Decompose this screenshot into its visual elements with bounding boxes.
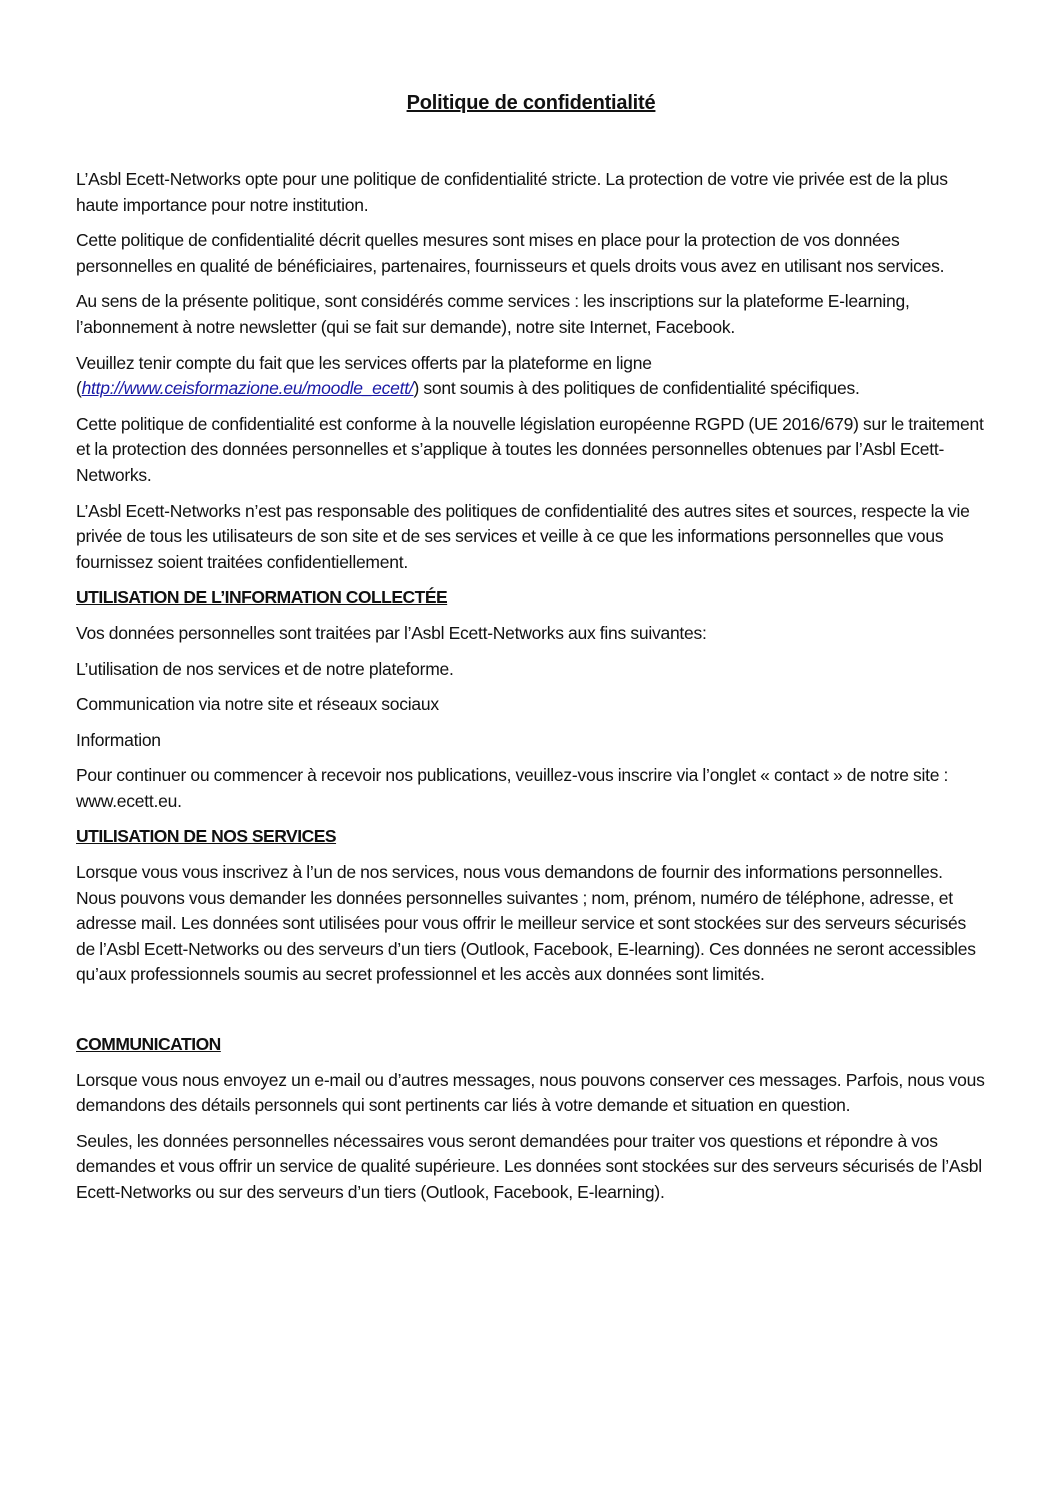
section-heading-communication: COMMUNICATION — [76, 1034, 221, 1055]
document-page — [76, 92, 986, 1216]
info-paragraph-2: L’utilisation de nos services et de notre plateforme. — [76, 658, 454, 679]
info-paragraph-3: Communication via notre site et réseaux sociaux — [76, 694, 439, 715]
platform-link[interactable]: http://www.ceisformazione.eu/moodle_ecett/ — [81, 378, 414, 399]
gdpr-paragraph: Cette politique de confidentialité est conforme à la nouvelle législation européenne RGPD (UE 2016/679) sur le traitement et la protection des données personnelles et s’applique à toutes les données personnelles obtenues par l’Asbl Ecett-Networks. — [76, 413, 984, 485]
section-heading-services: UTILISATION DE NOS SERVICES — [76, 826, 337, 847]
communication-paragraph-1: Lorsque vous nous envoyez un e-mail ou d’autres messages, nous pouvons conserver ces messages. Parfois, nous vous demandons des détails personnels qui sont pertinents car liés à votre demande et situation en question. — [76, 1069, 985, 1116]
info-paragraph-4: Information — [76, 729, 161, 750]
communication-paragraph-2: Seules, les données personnelles nécessaires vous seront demandées pour traiter vos questions et répondre à vos demandes et vous offrir un service de qualité supérieure. Les données sont stockées sur des serveurs sécurisés de l’Asbl Ecett-Networks ou sur des serveurs d’un tiers (Outlook, Facebook, E-learning). — [76, 1130, 982, 1202]
services-paragraph-1: Lorsque vous vous inscrivez à l’un de nos services, nous vous demandons de fournir des informations personnelles. Nous pouvons vous demander les données personnelles suivantes ; nom, prénom, numéro de téléphone, adresse, et adresse mail. Les données sont utilisées pour vous offrir le meilleur service et sont stockées sur des serveurs sécurisés de l’Asbl Ecett-Networks ou des serveurs d’un tiers (Outlook, Facebook, E-learning). Ces données ne seront accessibles qu’aux professionnels soumis au secret professionnel et les accès aux données sont limités. — [76, 862, 976, 985]
info-paragraph-5: Pour continuer ou commencer à recevoir nos publications, veuillez-vous inscrire via l’onglet « contact » de notre site : www.ecett.eu. — [76, 765, 949, 811]
online-platform-text-before: Veuillez tenir compte du fait que les services offerts par la plateforme en ligne ( — [76, 352, 652, 399]
intro-paragraph-2: Cette politique de confidentialité décrit quelles mesures sont mises en place pour la protection de vos données personnelles en qualité de bénéficiaires, partenaires, fournisseurs et quels droits vous avez en utilisant nos services. — [76, 230, 945, 276]
intro-paragraph-1: L’Asbl Ecett-Networks opte pour une politique de confidentialité stricte. La protection de votre vie privée est de la plus haute importance pour notre institution. — [76, 169, 948, 215]
info-paragraph-1: Vos données personnelles sont traitées par l’Asbl Ecett-Networks aux fins suivantes: — [76, 622, 707, 643]
online-platform-paragraph — [76, 351, 986, 402]
page-title: Politique de confidentialité — [406, 92, 656, 114]
section-heading-info-collected: UTILISATION DE L’INFORMATION COLLECTÉE — [76, 587, 448, 608]
intro-paragraph-3: Au sens de la présente politique, sont considérés comme services : les inscriptions sur la plateforme E-learning, l’abonnement à notre newsletter (qui se fait sur demande), notre site Internet, Facebook. — [76, 291, 910, 337]
online-platform-text-after: ) sont soumis à des politiques de confidentialité spécifiques. — [413, 378, 860, 399]
responsibility-paragraph: L’Asbl Ecett-Networks n’est pas responsable des politiques de confidentialité des autres sites et sources, respecte la vie privée de tous les utilisateurs de son site et de ses services et veille à ce que les informations personnelles que vous fournissez soient traitées confidentiellement. — [76, 500, 970, 572]
